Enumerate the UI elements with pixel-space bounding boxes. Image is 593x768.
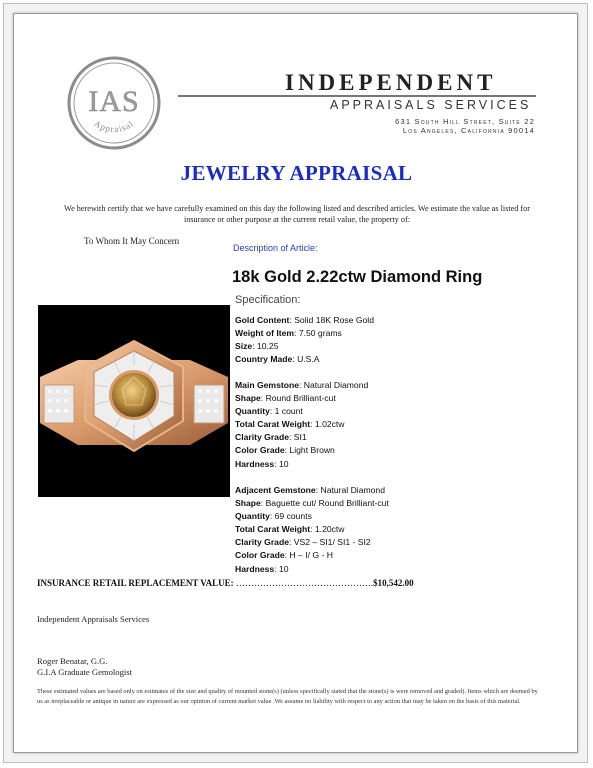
spec-row: Clarity Grade: SI1: [235, 432, 307, 443]
metal-specs: [235, 314, 374, 366]
spec-row: Size: 10.25: [235, 341, 279, 352]
diamond-ring-photo: [38, 305, 230, 497]
item-title: 18k Gold 2.22ctw Diamond Ring: [232, 268, 483, 286]
spec-row: Weight of Item: 7.50 grams: [235, 328, 342, 339]
insurance-value-line: [37, 578, 414, 588]
recipient: To Whom It May Concern: [84, 236, 180, 246]
main-gemstone-specs: [235, 379, 368, 471]
company-name: INDEPENDENT: [285, 70, 497, 95]
ias-logo-icon: [67, 56, 161, 150]
insurance-label: INSURANCE RETAIL REPLACEMENT VALUE:: [37, 578, 234, 588]
spec-row: Adjacent Gemstone: Natural Diamond: [235, 485, 385, 495]
spec-row: Total Carat Weight: 1.20ctw: [235, 524, 345, 535]
spec-row: Main Gemstone: Natural Diamond: [235, 380, 369, 390]
spec-row: Hardness: 10: [235, 563, 289, 574]
spec-row: Quantity: 1 count: [235, 406, 303, 417]
document-title: JEWELRY APPRAISAL: [180, 161, 413, 185]
spec-row: Color Grade: H – I/ G - H: [235, 550, 333, 561]
company-subtitle: APPRAISALS SERVICES: [330, 98, 532, 112]
address-line-1: 631 South Hill Street, Suite 22: [395, 117, 535, 126]
spec-row: Shape: Baguette cut/ Round Brilliant-cut: [235, 498, 389, 509]
spec-row: Shape: Round Brilliant-cut: [235, 393, 336, 404]
address-line-2: Los Angeles, California 90014: [402, 126, 535, 135]
spec-row: Color Grade: Light Brown: [235, 445, 335, 456]
company-signoff: Independent Appraisals Services: [37, 614, 150, 624]
insurance-dots: ……………………………………….: [235, 578, 374, 588]
specification-label: Specification:: [235, 294, 301, 306]
logo-text: IAS: [88, 85, 140, 118]
spec-row: Hardness: 10: [235, 458, 289, 469]
logo-arc-text: Appraisal: [92, 118, 136, 135]
certification-text: We herewith certify that we have carefully examined on this day the following listed and described articles. We estimate the value as listed for insurance or other purpose at the current retail value, the property of:: [64, 204, 530, 224]
spec-row: Total Carat Weight: 1.02ctw: [235, 419, 345, 430]
description-label: Description of Article:: [233, 243, 318, 253]
disclaimer-text: These estimated values are based only on estimates of the size and quality of mounted stone(s) (unless specifically stated that the stone(s) is were removed and graded). Items which are deemed by us as irreplaceable or antique in nature are expressed as our opinion of current market value .We assume no liability with respect to any action that may be taken on the basis of this material.: [37, 688, 538, 705]
adjacent-gemstone-specs: [235, 484, 389, 576]
spec-row: Clarity Grade: VS2 – SI1/ SI1 - SI2: [235, 537, 371, 548]
header-divider: [178, 95, 536, 97]
spec-row: Quantity: 69 counts: [235, 511, 312, 522]
spec-row: Gold Content: Solid 18K Rose Gold: [235, 315, 374, 325]
insurance-value: $10,542.00: [373, 578, 414, 588]
spec-row: Country Made: U.S.A: [235, 354, 320, 365]
signer-name: Roger Benatar, G.G.: [37, 656, 108, 666]
signer-title: G.I.A Graduate Gemologist: [37, 667, 132, 677]
